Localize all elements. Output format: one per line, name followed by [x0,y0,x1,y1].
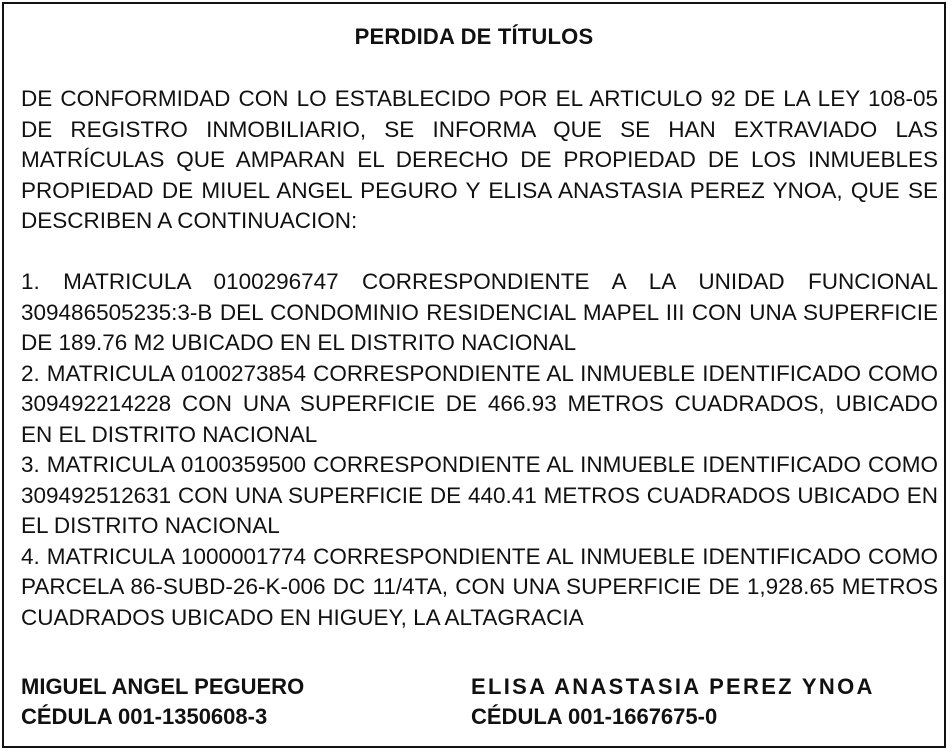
signatory-name: MIGUEL ANGEL PEGUERO [21,674,305,699]
notice-title: PERDIDA DE TÍTULOS [354,24,594,49]
title-list [21,267,938,633]
title-item-1: 1. MATRICULA 0100296747 CORRESPONDIENTE A LA UNIDAD FUNCIONAL 309486505235:3-B DEL CONDOMINIO RESIDENCIAL MAPEL III CON UNA SUPERFICIE DE 189.76 M2 UBICADO EN EL DISTRITO NACIONAL [21,269,938,355]
signatory-cedula: CÉDULA 001-1350608-3 [21,704,268,729]
signatory-name: ELISA ANASTASIA PEREZ YNOA [471,674,875,699]
signatory-cedula: CÉDULA 001-1667675-0 [471,704,718,729]
title-item-4: 4. MATRICULA 1000001774 CORRESPONDIENTE AL INMUEBLE IDENTIFICADO COMO PARCELA 86-SUBD-26-K-006 DC 11/4TA, CON UNA SUPERFICIE DE 1,928.65 METROS CUADRADOS UBICADO EN HIGUEY, LA ALTAGRACIA [21,543,938,630]
title-item-3: 3. MATRICULA 0100359500 CORRESPONDIENTE AL INMUEBLE IDENTIFICADO COMO 309492512631 CON UNA SUPERFICIE DE 440.41 METROS CUADRADOS UBICADO EN EL DISTRITO NACIONAL [21,452,938,538]
legal-notice-box [2,2,946,748]
signature-block-elisa [471,672,938,732]
notice-intro-paragraph: DE CONFORMIDAD CON LO ESTABLECIDO POR EL ARTICULO 92 DE LA LEY 108-05 DE REGISTRO INMOBILIARIO, SE INFORMA QUE SE HAN EXTRAVIADO LAS MATRÍCULAS QUE AMPARAN EL DERECHO DE PROPIEDAD DE LOS INMUEBLES PROPIEDAD DE MIUEL ANGEL PEGURO Y ELISA ANASTASIA PEREZ YNOA, QUE SE DESCRIBEN A CONTINUACION: [21,86,938,233]
title-item-2: 2. MATRICULA 0100273854 CORRESPONDIENTE AL INMUEBLE IDENTIFICADO COMO 309492214228 CON UNA SUPERFICIE DE 466.93 METROS CUADRADOS, UBICADO EN EL DISTRITO NACIONAL [21,360,938,447]
signature-block-miguel [21,672,381,732]
